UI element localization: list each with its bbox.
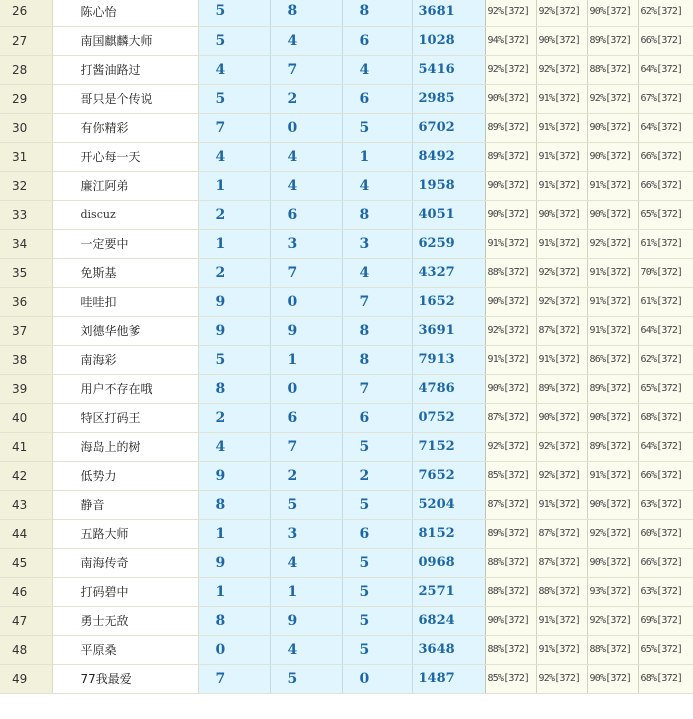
accuracy-3-cell: 88%[372] [587, 55, 638, 84]
accuracy-2-cell: 87%[372] [536, 548, 587, 577]
accuracy-1-cell: 92%[372] [485, 432, 536, 461]
accuracy-1-cell: 89%[372] [485, 519, 536, 548]
number-cell: 3648 [412, 635, 485, 664]
number-cell: 0968 [412, 548, 485, 577]
table-row [0, 200, 693, 229]
digit-3-cell: 6 [342, 26, 412, 55]
rank-cell: 42 [0, 461, 52, 490]
username-cell[interactable]: 刘德华他爹 [52, 316, 198, 345]
number-cell: 2571 [412, 577, 485, 606]
accuracy-3-cell: 90%[372] [587, 113, 638, 142]
digit-2-cell: 9 [270, 316, 342, 345]
digit-1-cell: 7 [198, 664, 270, 693]
table-row [0, 664, 693, 693]
digit-2-cell: 1 [270, 577, 342, 606]
digit-3-cell: 6 [342, 403, 412, 432]
number-cell: 3681 [412, 0, 485, 26]
username-cell[interactable]: 打码碧中 [52, 577, 198, 606]
accuracy-1-cell: 92%[372] [485, 0, 536, 26]
accuracy-1-cell: 87%[372] [485, 403, 536, 432]
accuracy-1-cell: 92%[372] [485, 316, 536, 345]
accuracy-4-cell: 70%[372] [638, 258, 693, 287]
accuracy-3-cell: 91%[372] [587, 316, 638, 345]
table-row [0, 142, 693, 171]
digit-2-cell: 5 [270, 664, 342, 693]
table-row [0, 113, 693, 142]
accuracy-1-cell: 85%[372] [485, 664, 536, 693]
username-cell[interactable]: 有你精彩 [52, 113, 198, 142]
accuracy-3-cell: 90%[372] [587, 0, 638, 26]
accuracy-4-cell: 62%[372] [638, 345, 693, 374]
rank-cell: 46 [0, 577, 52, 606]
username-cell[interactable]: 海岛上的树 [52, 432, 198, 461]
username-cell[interactable]: 低势力 [52, 461, 198, 490]
rank-cell: 33 [0, 200, 52, 229]
digit-3-cell: 8 [342, 0, 412, 26]
number-cell: 7652 [412, 461, 485, 490]
digit-2-cell: 6 [270, 200, 342, 229]
username-cell[interactable]: 哥只是个传说 [52, 84, 198, 113]
accuracy-2-cell: 90%[372] [536, 403, 587, 432]
username-cell[interactable]: 静音 [52, 490, 198, 519]
accuracy-2-cell: 89%[372] [536, 374, 587, 403]
table-row [0, 258, 693, 287]
digit-3-cell: 7 [342, 287, 412, 316]
accuracy-3-cell: 89%[372] [587, 26, 638, 55]
accuracy-2-cell: 87%[372] [536, 316, 587, 345]
digit-3-cell: 1 [342, 142, 412, 171]
digit-3-cell: 5 [342, 577, 412, 606]
username-cell[interactable]: discuz [52, 200, 198, 229]
username-cell[interactable]: 勇士无敌 [52, 606, 198, 635]
digit-3-cell: 5 [342, 548, 412, 577]
accuracy-3-cell: 90%[372] [587, 490, 638, 519]
username-cell[interactable]: 免斯基 [52, 258, 198, 287]
digit-1-cell: 8 [198, 490, 270, 519]
accuracy-1-cell: 90%[372] [485, 171, 536, 200]
digit-1-cell: 1 [198, 577, 270, 606]
username-cell[interactable]: 南海彩 [52, 345, 198, 374]
accuracy-1-cell: 88%[372] [485, 635, 536, 664]
digit-3-cell: 8 [342, 200, 412, 229]
digit-1-cell: 9 [198, 287, 270, 316]
accuracy-2-cell: 87%[372] [536, 519, 587, 548]
digit-3-cell: 0 [342, 664, 412, 693]
rank-cell: 47 [0, 606, 52, 635]
rank-cell: 45 [0, 548, 52, 577]
digit-2-cell: 2 [270, 461, 342, 490]
accuracy-4-cell: 64%[372] [638, 113, 693, 142]
table-row [0, 0, 693, 26]
digit-2-cell: 4 [270, 548, 342, 577]
accuracy-2-cell: 92%[372] [536, 461, 587, 490]
accuracy-4-cell: 63%[372] [638, 577, 693, 606]
accuracy-1-cell: 88%[372] [485, 577, 536, 606]
accuracy-2-cell: 92%[372] [536, 0, 587, 26]
number-cell: 8152 [412, 519, 485, 548]
table-row [0, 229, 693, 258]
accuracy-1-cell: 90%[372] [485, 287, 536, 316]
accuracy-3-cell: 89%[372] [587, 374, 638, 403]
digit-1-cell: 4 [198, 142, 270, 171]
table-row [0, 345, 693, 374]
accuracy-1-cell: 91%[372] [485, 345, 536, 374]
username-cell[interactable]: 77我最爱 [52, 664, 198, 693]
digit-1-cell: 9 [198, 316, 270, 345]
digit-1-cell: 5 [198, 345, 270, 374]
accuracy-3-cell: 92%[372] [587, 229, 638, 258]
accuracy-4-cell: 68%[372] [638, 664, 693, 693]
rank-cell: 38 [0, 345, 52, 374]
accuracy-1-cell: 94%[372] [485, 26, 536, 55]
digit-3-cell: 5 [342, 606, 412, 635]
accuracy-1-cell: 88%[372] [485, 548, 536, 577]
table-row [0, 548, 693, 577]
table-row [0, 403, 693, 432]
accuracy-3-cell: 88%[372] [587, 635, 638, 664]
digit-1-cell: 1 [198, 229, 270, 258]
number-cell: 8492 [412, 142, 485, 171]
number-cell: 2985 [412, 84, 485, 113]
number-cell: 5416 [412, 55, 485, 84]
accuracy-3-cell: 86%[372] [587, 345, 638, 374]
digit-2-cell: 0 [270, 287, 342, 316]
accuracy-3-cell: 92%[372] [587, 606, 638, 635]
username-cell[interactable]: 南海传奇 [52, 548, 198, 577]
digit-2-cell: 4 [270, 142, 342, 171]
digit-1-cell: 4 [198, 432, 270, 461]
accuracy-4-cell: 66%[372] [638, 26, 693, 55]
rank-cell: 35 [0, 258, 52, 287]
username-cell[interactable]: 打酱油路过 [52, 55, 198, 84]
username-cell[interactable]: 廉江阿弟 [52, 171, 198, 200]
rank-cell: 26 [0, 0, 52, 26]
accuracy-2-cell: 92%[372] [536, 258, 587, 287]
number-cell: 1958 [412, 171, 485, 200]
username-cell[interactable]: 五路大师 [52, 519, 198, 548]
digit-1-cell: 2 [198, 200, 270, 229]
accuracy-4-cell: 66%[372] [638, 548, 693, 577]
number-cell: 4051 [412, 200, 485, 229]
number-cell: 5204 [412, 490, 485, 519]
accuracy-1-cell: 88%[372] [485, 258, 536, 287]
username-cell[interactable]: 特区打码王 [52, 403, 198, 432]
number-cell: 1652 [412, 287, 485, 316]
digit-2-cell: 0 [270, 113, 342, 142]
digit-2-cell: 0 [270, 374, 342, 403]
rank-cell: 40 [0, 403, 52, 432]
table-row [0, 55, 693, 84]
accuracy-2-cell: 91%[372] [536, 113, 587, 142]
accuracy-2-cell: 92%[372] [536, 287, 587, 316]
accuracy-4-cell: 62%[372] [638, 0, 693, 26]
digit-3-cell: 4 [342, 258, 412, 287]
digit-1-cell: 2 [198, 403, 270, 432]
accuracy-3-cell: 90%[372] [587, 142, 638, 171]
username-cell[interactable]: 南国麒麟大师 [52, 26, 198, 55]
accuracy-1-cell: 90%[372] [485, 84, 536, 113]
table-row [0, 635, 693, 664]
accuracy-4-cell: 69%[372] [638, 606, 693, 635]
table-row [0, 171, 693, 200]
digit-1-cell: 9 [198, 461, 270, 490]
digit-2-cell: 3 [270, 519, 342, 548]
accuracy-2-cell: 91%[372] [536, 142, 587, 171]
accuracy-2-cell: 92%[372] [536, 664, 587, 693]
username-cell[interactable]: 平原桑 [52, 635, 198, 664]
rank-cell: 49 [0, 664, 52, 693]
digit-2-cell: 1 [270, 345, 342, 374]
accuracy-1-cell: 85%[372] [485, 461, 536, 490]
accuracy-3-cell: 90%[372] [587, 403, 638, 432]
digit-1-cell: 9 [198, 548, 270, 577]
username-cell[interactable]: 陈心怡 [52, 0, 198, 26]
rank-cell: 41 [0, 432, 52, 461]
username-cell[interactable]: 用户不存在哦 [52, 374, 198, 403]
accuracy-2-cell: 91%[372] [536, 84, 587, 113]
rank-cell: 29 [0, 84, 52, 113]
digit-1-cell: 8 [198, 606, 270, 635]
rank-cell: 31 [0, 142, 52, 171]
table-row [0, 606, 693, 635]
digit-1-cell: 5 [198, 84, 270, 113]
accuracy-4-cell: 65%[372] [638, 374, 693, 403]
table-row [0, 287, 693, 316]
digit-3-cell: 4 [342, 55, 412, 84]
number-cell: 4786 [412, 374, 485, 403]
rank-cell: 32 [0, 171, 52, 200]
rank-cell: 48 [0, 635, 52, 664]
accuracy-2-cell: 91%[372] [536, 171, 587, 200]
username-cell[interactable]: 一定要中 [52, 229, 198, 258]
digit-1-cell: 2 [198, 258, 270, 287]
digit-2-cell: 2 [270, 84, 342, 113]
rank-cell: 39 [0, 374, 52, 403]
accuracy-4-cell: 66%[372] [638, 171, 693, 200]
table-row [0, 432, 693, 461]
number-cell: 7913 [412, 345, 485, 374]
digit-3-cell: 5 [342, 432, 412, 461]
accuracy-3-cell: 91%[372] [587, 171, 638, 200]
accuracy-1-cell: 90%[372] [485, 200, 536, 229]
number-cell: 4327 [412, 258, 485, 287]
digit-1-cell: 0 [198, 635, 270, 664]
accuracy-2-cell: 92%[372] [536, 432, 587, 461]
digit-2-cell: 9 [270, 606, 342, 635]
accuracy-4-cell: 65%[372] [638, 635, 693, 664]
accuracy-3-cell: 92%[372] [587, 519, 638, 548]
accuracy-2-cell: 90%[372] [536, 26, 587, 55]
digit-2-cell: 7 [270, 55, 342, 84]
digit-2-cell: 5 [270, 490, 342, 519]
accuracy-1-cell: 87%[372] [485, 490, 536, 519]
table-row [0, 461, 693, 490]
accuracy-2-cell: 91%[372] [536, 229, 587, 258]
digit-1-cell: 5 [198, 0, 270, 26]
number-cell: 3691 [412, 316, 485, 345]
digit-3-cell: 3 [342, 229, 412, 258]
accuracy-2-cell: 91%[372] [536, 345, 587, 374]
accuracy-2-cell: 91%[372] [536, 606, 587, 635]
digit-2-cell: 8 [270, 0, 342, 26]
digit-3-cell: 5 [342, 490, 412, 519]
accuracy-2-cell: 90%[372] [536, 200, 587, 229]
accuracy-4-cell: 64%[372] [638, 432, 693, 461]
accuracy-3-cell: 92%[372] [587, 84, 638, 113]
digit-3-cell: 8 [342, 316, 412, 345]
digit-2-cell: 4 [270, 635, 342, 664]
accuracy-4-cell: 66%[372] [638, 142, 693, 171]
accuracy-3-cell: 91%[372] [587, 287, 638, 316]
digit-2-cell: 7 [270, 258, 342, 287]
accuracy-2-cell: 92%[372] [536, 55, 587, 84]
digit-2-cell: 7 [270, 432, 342, 461]
accuracy-1-cell: 90%[372] [485, 606, 536, 635]
digit-1-cell: 5 [198, 26, 270, 55]
digit-1-cell: 8 [198, 374, 270, 403]
accuracy-4-cell: 67%[372] [638, 84, 693, 113]
number-cell: 6824 [412, 606, 485, 635]
number-cell: 6702 [412, 113, 485, 142]
accuracy-4-cell: 61%[372] [638, 287, 693, 316]
digit-3-cell: 8 [342, 345, 412, 374]
table-row [0, 519, 693, 548]
digit-1-cell: 1 [198, 171, 270, 200]
accuracy-2-cell: 91%[372] [536, 490, 587, 519]
number-cell: 0752 [412, 403, 485, 432]
digit-3-cell: 5 [342, 113, 412, 142]
accuracy-3-cell: 89%[372] [587, 432, 638, 461]
table-row [0, 374, 693, 403]
digit-3-cell: 4 [342, 171, 412, 200]
table-row [0, 316, 693, 345]
digit-1-cell: 1 [198, 519, 270, 548]
number-cell: 6259 [412, 229, 485, 258]
rank-cell: 36 [0, 287, 52, 316]
digit-2-cell: 4 [270, 26, 342, 55]
accuracy-4-cell: 65%[372] [638, 200, 693, 229]
number-cell: 7152 [412, 432, 485, 461]
accuracy-1-cell: 92%[372] [485, 55, 536, 84]
digit-3-cell: 5 [342, 635, 412, 664]
rank-cell: 43 [0, 490, 52, 519]
accuracy-4-cell: 63%[372] [638, 490, 693, 519]
username-cell[interactable]: 哇哇扣 [52, 287, 198, 316]
digit-1-cell: 7 [198, 113, 270, 142]
rank-cell: 34 [0, 229, 52, 258]
number-cell: 1028 [412, 26, 485, 55]
username-cell[interactable]: 开心每一天 [52, 142, 198, 171]
accuracy-1-cell: 90%[372] [485, 374, 536, 403]
rank-cell: 30 [0, 113, 52, 142]
accuracy-2-cell: 91%[372] [536, 635, 587, 664]
accuracy-4-cell: 61%[372] [638, 229, 693, 258]
number-cell: 1487 [412, 664, 485, 693]
digit-2-cell: 4 [270, 171, 342, 200]
accuracy-3-cell: 90%[372] [587, 664, 638, 693]
rank-cell: 37 [0, 316, 52, 345]
accuracy-3-cell: 93%[372] [587, 577, 638, 606]
accuracy-4-cell: 68%[372] [638, 403, 693, 432]
accuracy-4-cell: 64%[372] [638, 55, 693, 84]
digit-2-cell: 3 [270, 229, 342, 258]
accuracy-3-cell: 90%[372] [587, 548, 638, 577]
table-row [0, 26, 693, 55]
accuracy-1-cell: 89%[372] [485, 142, 536, 171]
digit-3-cell: 2 [342, 461, 412, 490]
accuracy-4-cell: 66%[372] [638, 461, 693, 490]
rank-cell: 44 [0, 519, 52, 548]
accuracy-4-cell: 64%[372] [638, 316, 693, 345]
digit-1-cell: 4 [198, 55, 270, 84]
table-row [0, 84, 693, 113]
digit-3-cell: 6 [342, 84, 412, 113]
accuracy-2-cell: 88%[372] [536, 577, 587, 606]
digit-2-cell: 6 [270, 403, 342, 432]
table-row [0, 490, 693, 519]
accuracy-1-cell: 89%[372] [485, 113, 536, 142]
accuracy-3-cell: 90%[372] [587, 200, 638, 229]
rank-cell: 27 [0, 26, 52, 55]
accuracy-3-cell: 91%[372] [587, 258, 638, 287]
table-row [0, 577, 693, 606]
accuracy-3-cell: 91%[372] [587, 461, 638, 490]
digit-3-cell: 7 [342, 374, 412, 403]
digit-3-cell: 6 [342, 519, 412, 548]
rank-cell: 28 [0, 55, 52, 84]
accuracy-1-cell: 91%[372] [485, 229, 536, 258]
accuracy-4-cell: 60%[372] [638, 519, 693, 548]
